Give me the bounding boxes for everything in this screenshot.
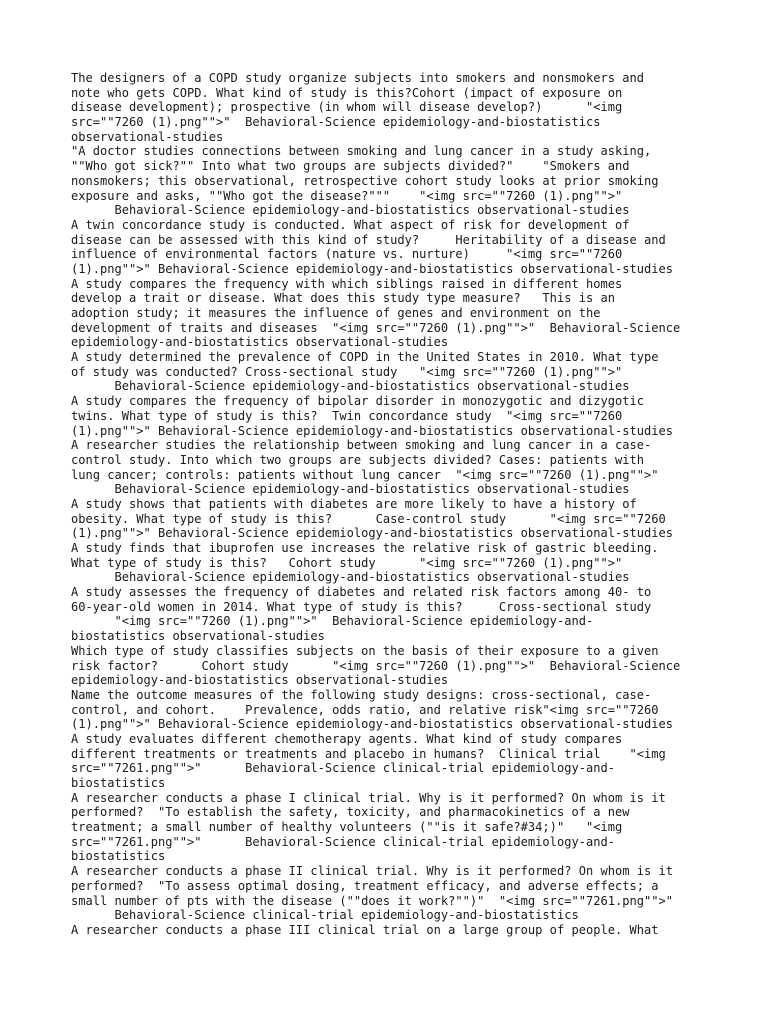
text-line: A researcher studies the relationship between smoking and lung cancer in a case- (71, 438, 652, 453)
text-line: Behavioral-Science epidemiology-and-biostatistics observational-studies (71, 482, 630, 497)
text-line: control study. Into which two groups are subjects divided? Cases: patients with (71, 452, 644, 467)
text-line: observational-studies (71, 129, 224, 144)
text-line: epidemiology-and-biostatistics observational-studies (71, 673, 449, 688)
document-page (71, 71, 711, 938)
text-line: A researcher conducts a phase III clinical trial on a large group of people. What (71, 922, 659, 937)
text-line: Behavioral-Science epidemiology-and-biostatistics observational-studies (71, 203, 630, 218)
text-line: A researcher conducts a phase II clinical trial. Why is it performed? On whom is it (71, 864, 673, 879)
text-line: "<img src=""7260 (1).png"">" Behavioral-Science epidemiology-and- (71, 614, 594, 629)
text-line: exposure and asks, ""Who got the disease?""" "<img src=""7260 (1).png"">" (71, 188, 623, 203)
text-line: of study was conducted? Cross-sectional study "<img src=""7260 (1).png"">" (71, 364, 623, 379)
text-line: disease development); prospective (in whom will disease develop?) "<img (71, 100, 623, 115)
text-line: A study compares the frequency with which siblings raised in different homes (71, 276, 623, 291)
text-line: twins. What type of study is this? Twin concordance study "<img src=""7260 (71, 408, 623, 423)
text-line: (1).png"">" Behavioral-Science epidemiology-and-biostatistics observational-studies (71, 261, 673, 276)
text-line: obesity. What type of study is this? Case-control study "<img src=""7260 (71, 511, 666, 526)
text-line: adoption study; it measures the influence of genes and environment on the (71, 306, 601, 320)
text-line: The designers of a COPD study organize subjects into smokers and nonsmokers and (71, 71, 644, 85)
text-line: (1).png"">" Behavioral-Science epidemiology-and-biostatistics observational-studies (71, 717, 673, 732)
text-line: epidemiology-and-biostatistics observational-studies (71, 335, 449, 350)
text-line: Behavioral-Science epidemiology-and-biostatistics observational-studies (71, 570, 630, 585)
text-line: lung cancer; controls: patients without lung cancer "<img src=""7260 (1).png"">" (71, 467, 659, 482)
text-line: ""Who got sick?"" Into what two groups are subjects divided?" "Smokers and (71, 159, 630, 174)
text-line: (1).png"">" Behavioral-Science epidemiology-and-biostatistics observational-studies (71, 423, 673, 438)
text-line: performed? "To assess optimal dosing, treatment efficacy, and adverse effects; a (71, 878, 659, 893)
text-line: influence of environmental factors (nature vs. nurture) "<img src=""7260 (71, 247, 623, 262)
text-line: A twin concordance study is conducted. What aspect of risk for development of (71, 217, 630, 232)
text-line: Which type of study classifies subjects on the basis of their exposure to a given (71, 643, 659, 658)
text-line: Behavioral-Science clinical-trial epidemiology-and-biostatistics (71, 908, 579, 923)
text-line: "A doctor studies connections between smoking and lung cancer in a study asking, (71, 144, 652, 159)
text-line: treatment; a small number of healthy volunteers (""is it safe?#34;)" "<img (71, 820, 623, 835)
text-line: A study compares the frequency of bipolar disorder in monozygotic and dizygotic (71, 394, 644, 409)
text-line: A study assesses the frequency of diabetes and related risk factors among 40- to (71, 585, 652, 600)
text-line: nonsmokers; this observational, retrospective cohort study looks at prior smoking (71, 173, 659, 188)
text-line: Name the outcome measures of the following study designs: cross-sectional, case- (71, 687, 652, 702)
text-line: (1).png"">" Behavioral-Science epidemiology-and-biostatistics observational-studies (71, 526, 673, 541)
text-line: risk factor? Cohort study "<img src=""7260 (1).png"">" Behavioral-Science (71, 658, 681, 673)
text-line: A study finds that ibuprofen use increases the relative risk of gastric bleeding. (71, 541, 659, 555)
text-line: What type of study is this? Cohort study "<img src=""7260 (1).png"">" (71, 555, 623, 570)
text-line: biostatistics (71, 776, 166, 790)
text-line: src=""7260 (1).png"">" Behavioral-Science epidemiology-and-biostatistics (71, 115, 601, 130)
text-line: src=""7261.png"">" Behavioral-Science clinical-trial epidemiology-and- (71, 761, 615, 776)
text-line: different treatments or treatments and placebo in humans? Clinical trial "<img (71, 746, 666, 761)
text-line: A study shows that patients with diabetes are more likely to have a history of (71, 496, 637, 511)
text-line: control, and cohort. Prevalence, odds ratio, and relative risk"<img src=""7260 (71, 702, 659, 717)
text-line: src=""7261.png"">" Behavioral-Science clinical-trial epidemiology-and- (71, 834, 615, 849)
text-line: A researcher conducts a phase I clinical trial. Why is it performed? On whom is it (71, 790, 666, 805)
text-line: note who gets COPD. What kind of study is this?Cohort (impact of exposure on (71, 85, 623, 100)
text-line: biostatistics observational-studies (71, 629, 325, 644)
text-line: development of traits and diseases "<img src=""7260 (1).png"">" Behavioral-Science (71, 320, 681, 335)
text-line: small number of pts with the disease (""does it work?"")" "<img src=""7261.png"">" (71, 893, 673, 908)
text-line: 60-year-old women in 2014. What type of study is this? Cross-sectional study (71, 599, 652, 614)
text-line: A study determined the prevalence of COPD in the United States in 2010. What type (71, 350, 659, 365)
text-line: develop a trait or disease. What does this study type measure? This is an (71, 291, 615, 306)
text-line: disease can be assessed with this kind of study? Heritability of a disease and (71, 232, 666, 247)
text-line: biostatistics (71, 849, 166, 864)
text-line: A study evaluates different chemotherapy agents. What kind of study compares (71, 731, 623, 746)
text-line: performed? "To establish the safety, toxicity, and pharmacokinetics of a new (71, 805, 630, 820)
text-line: Behavioral-Science epidemiology-and-biostatistics observational-studies (71, 379, 630, 394)
